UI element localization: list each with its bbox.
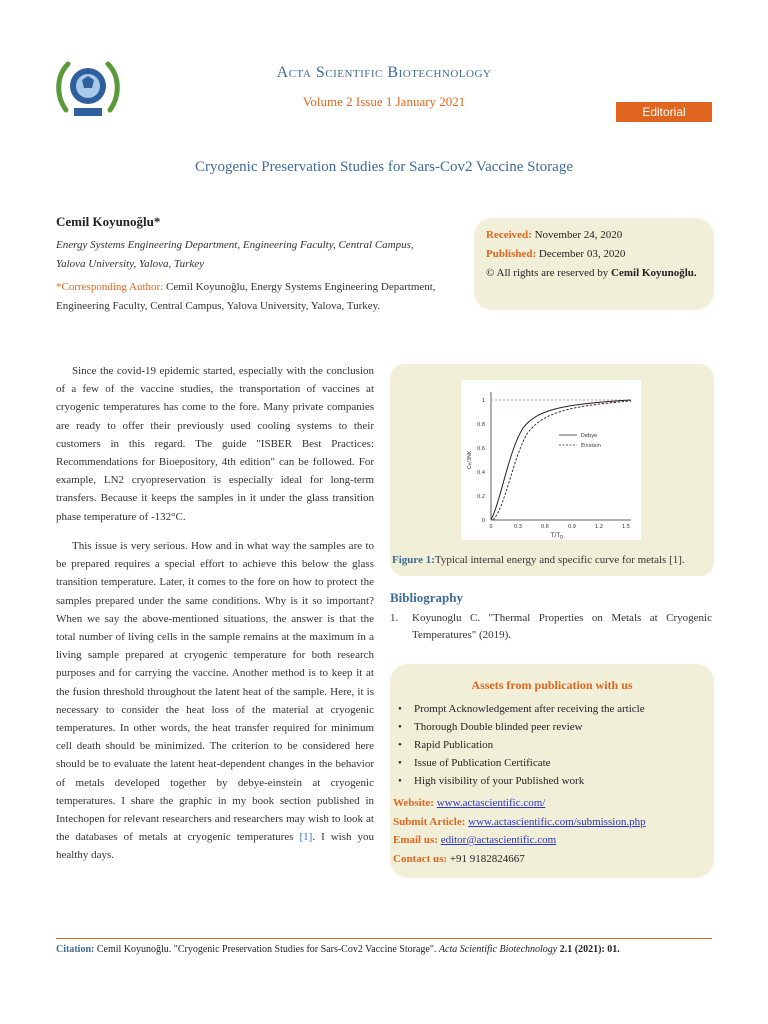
assets-list (398, 700, 708, 790)
y-tick-4: 0.8 (477, 422, 485, 428)
citation (56, 944, 712, 955)
bibliography-number: 1. (390, 612, 399, 624)
contact-info (393, 794, 711, 868)
submit-label: Submit Article: (393, 815, 466, 828)
y-tick-0: 0 (481, 518, 485, 524)
caption-text: Typical internal energy and specific curve for metals [1]. (434, 554, 685, 566)
contact-phone: +91 9182824667 (449, 852, 525, 865)
y-tick-5: 1 (481, 398, 485, 404)
website-label: Website: (393, 797, 434, 809)
submit-link[interactable]: www.actascientific.com/submission.php (468, 815, 646, 828)
x-axis-label-sub: D (560, 534, 564, 540)
corresponding-label: *Corresponding Author: (56, 281, 164, 293)
rights-prefix: © All rights are reserved by (486, 267, 609, 279)
website-link[interactable]: www.actascientific.com/ (436, 797, 546, 809)
citation-label: Citation: (56, 944, 95, 955)
bibliography-list (390, 610, 714, 644)
x-tick-5: 1.5 (622, 524, 630, 530)
list-item: • High visibility of your Published work (398, 772, 708, 790)
paragraph-2-end: . I wish you healthy days. (56, 831, 375, 862)
figure-caption (392, 552, 714, 568)
email-link[interactable]: editor@actascientific.com (440, 834, 557, 846)
citation-journal: Acta Scientific Biotechnology (438, 944, 558, 955)
rights-holder: Cemil Koyunoğlu. (611, 267, 697, 279)
received-label: Received: (486, 229, 532, 241)
y-axis-label: Cv/3NK (467, 450, 473, 470)
volume-issue: Volume 2 Issue 1 January 2021 (302, 94, 466, 109)
y-tick-3: 0.6 (477, 446, 485, 452)
corresponding-author (56, 278, 436, 316)
citation-text: Cemil Koyunoğlu. "Cryogenic Preservation Studies for Sars-Cov2 Vaccine Storage". (96, 944, 437, 955)
journal-name: Acta Scientific Biotechnology (276, 64, 492, 81)
email-label: Email us: (393, 834, 438, 846)
y-tick-2: 0.4 (477, 470, 485, 476)
list-item: • Rapid Publication (398, 736, 708, 754)
bibliography-heading: Bibliography (390, 590, 463, 605)
x-tick-2: 0.6 (541, 524, 549, 530)
footer-divider (56, 938, 712, 939)
list-item: • Prompt Acknowledgement after receiving the article (398, 700, 708, 718)
assets-heading: Assets from publication with us (471, 678, 633, 692)
bibliography-item (390, 610, 714, 644)
article-type-badge: Editorial (616, 102, 712, 122)
figure-image (461, 380, 641, 540)
received-date: November 24, 2020 (534, 229, 623, 241)
contact-label: Contact us: (393, 852, 448, 865)
published-date: December 03, 2020 (538, 248, 626, 260)
corresponding-text: Cemil Koyunoğlu, Energy Systems Engineering Department, Engineering Faculty, Central Campus, Yalova University, Yalova, Turkey. (56, 281, 436, 312)
legend-debye: Debye (581, 433, 598, 439)
body-paragraph-1 (56, 362, 374, 526)
body-paragraph-2 (56, 537, 374, 865)
bibliography-text: Koyunoglu C. "Thermal Properties on Metals at Cryogenic Temperatures" (2019). (412, 612, 712, 641)
y-tick-1: 0.2 (477, 494, 485, 500)
x-tick-4: 1.2 (595, 524, 603, 530)
author-affiliation: Energy Systems Engineering Department, Engineering Faculty, Central Campus, Yalova University, Yalova, Turkey (56, 239, 414, 270)
citation-link[interactable]: [1] (299, 831, 313, 844)
author-name: Cemil Koyunoğlu* (56, 214, 161, 229)
x-tick-1: 0.3 (514, 524, 522, 530)
published-label: Published: (486, 248, 537, 260)
journal-logo (52, 52, 124, 124)
x-axis-label-main: T/T (550, 532, 561, 539)
dates-content (486, 226, 704, 283)
paragraph-2-text: This issue is very serious. How and in what way the samples are to be prepared requires a special effort to achieve this below the glass transition temperature. Later, it comes to the fore on how to protect the samples prepared under the same conditions. Why is it so important? When we say the above-mentioned situations, the answer is that the total number of living cells in the sample remains at the maximum in a living sample prepared at cryogenic temperature for both research purposes and for carrying the vaccine. Another method is to keep it at the fusion threshold throughout the latent heat of the sample. Here, it is necessary to consider the heat loss of the material at cryogenic temperatures. In other words, the heat transfer required for minimum cell death should be minimized. The criterion to be considered here should be to evaluate the latent heat-dependent changes in the behavior of metals developed together by debye-einstein at cryogenic temperatures. I share the graphic in my book section published in Intechopen for relevant researchers and researchers may wish to look at the databases of metals at cryogenic temperatures (56, 540, 374, 844)
list-item: • Thorough Double blinded peer review (398, 718, 708, 736)
citation-ref: 2.1 (2021): 01. (559, 944, 620, 955)
caption-label: Figure 1: (392, 554, 435, 566)
paragraph-1-text: Since the covid-19 epidemic started, especially with the conclusion of a few of the vaccine studies, the transportation of vaccines at cryogenic temperatures has come to the fore. Many private companies are ready to offer their previously used cooling systems to their customers in this regard. The guide "ISBER Best Practices: Recommendations for Bioepository, 4th edition" can be followed. For example, LN2 cryopreservation is especially ideal for long-term transfers. Because it keeps the samples in it under the glass transition phase temperature of -132°C. (56, 365, 374, 523)
legend-einstein: Einstein (581, 443, 601, 449)
x-tick-3: 0.9 (568, 524, 576, 530)
x-tick-0: 0 (489, 524, 493, 530)
list-item: • Issue of Publication Certificate (398, 754, 708, 772)
article-title: Cryogenic Preservation Studies for Sars-Cov2 Vaccine Storage (195, 159, 573, 175)
